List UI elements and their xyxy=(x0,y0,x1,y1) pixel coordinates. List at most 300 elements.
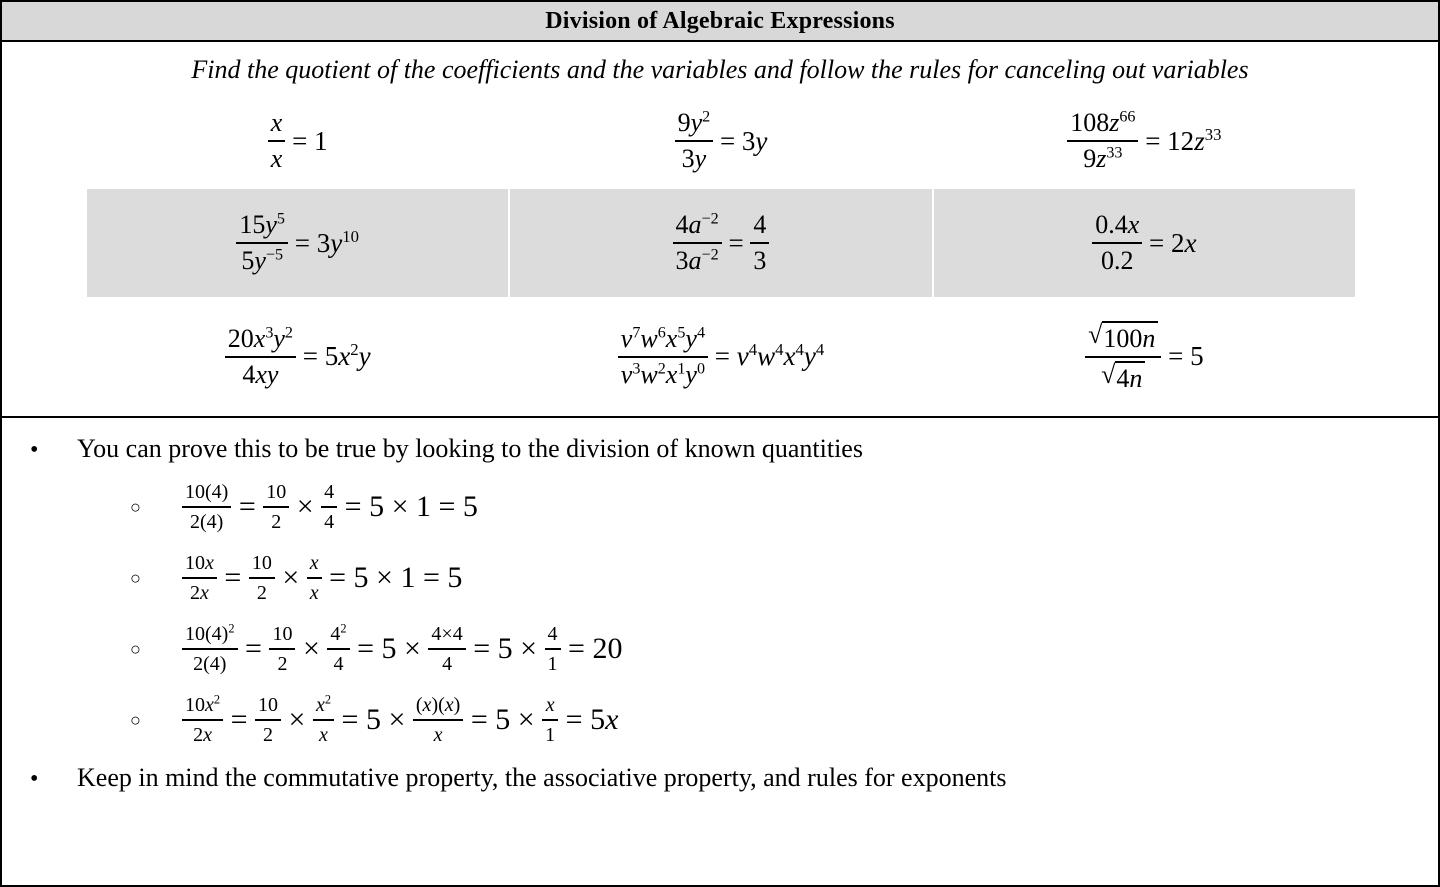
fraction xyxy=(428,621,465,677)
equation xyxy=(673,209,770,276)
fraction xyxy=(236,209,288,276)
numerator xyxy=(182,692,223,718)
math-run: 4 xyxy=(547,623,558,645)
math-run: 2 xyxy=(263,724,274,746)
numerator xyxy=(225,323,296,355)
example-cell xyxy=(934,297,1355,416)
fraction-bar xyxy=(307,577,322,579)
math-run: 4 xyxy=(333,653,344,675)
math-run: x xyxy=(200,582,209,604)
equation xyxy=(1085,319,1204,394)
denominator xyxy=(321,509,337,535)
math-run xyxy=(217,561,249,595)
numerator xyxy=(236,209,288,241)
math-run: y xyxy=(803,341,816,371)
math-run xyxy=(466,632,545,666)
radical-body xyxy=(1102,321,1158,355)
numerator xyxy=(1067,107,1138,139)
exponent: 3 xyxy=(632,359,641,377)
fraction xyxy=(321,479,337,535)
fraction xyxy=(1067,107,1138,174)
math-run: x xyxy=(665,323,678,353)
math-run: = 20 xyxy=(560,632,623,665)
fraction-bar xyxy=(428,648,465,650)
math-run: 1 xyxy=(545,724,556,746)
example-row-1 xyxy=(87,93,1355,189)
math-run: × xyxy=(274,561,307,594)
math-run: a xyxy=(688,210,702,240)
math-run: ) xyxy=(453,694,461,716)
fraction xyxy=(182,550,217,606)
math-run: 4 xyxy=(442,653,453,675)
math-run xyxy=(281,703,313,737)
math-run: x xyxy=(203,724,212,746)
equation xyxy=(675,107,768,174)
math-run: x xyxy=(433,724,443,746)
fraction xyxy=(249,550,275,606)
fraction-bar xyxy=(1085,356,1161,358)
fraction xyxy=(307,550,322,606)
denominator xyxy=(750,245,769,277)
exponent: 4 xyxy=(815,340,825,359)
math-run: × xyxy=(289,490,322,523)
fraction xyxy=(545,621,561,677)
math-run: x xyxy=(444,694,454,716)
math-run: = 3 xyxy=(287,227,331,258)
denominator xyxy=(673,245,722,277)
fraction xyxy=(182,621,238,677)
math-run: 4 xyxy=(753,210,767,240)
denominator xyxy=(679,143,710,175)
examples-section xyxy=(2,42,1438,418)
sub-bullet-equation xyxy=(182,479,478,535)
math-run xyxy=(289,490,321,524)
math-run: 4 xyxy=(330,623,341,645)
math-run xyxy=(238,632,270,666)
fraction xyxy=(750,209,769,276)
fraction xyxy=(313,692,334,748)
denominator xyxy=(239,359,281,391)
radical xyxy=(1101,361,1145,395)
fraction xyxy=(675,107,714,174)
math-run: x xyxy=(783,341,796,371)
math-run xyxy=(350,632,429,666)
example-row-2-shaded xyxy=(87,189,1355,297)
math-run: = 5 xyxy=(295,341,339,371)
fraction xyxy=(1085,319,1161,394)
math-run: x xyxy=(1127,210,1140,240)
math-run: 2 xyxy=(190,582,200,604)
math-run: x xyxy=(309,582,319,604)
math-run: 1 xyxy=(547,653,558,675)
denominator xyxy=(1098,245,1137,277)
math-run: = 5 xyxy=(1161,341,1204,371)
numerator xyxy=(543,692,558,718)
math-run xyxy=(463,703,542,737)
math-run: 10 xyxy=(266,481,287,503)
exponent: 4 xyxy=(696,324,705,342)
denominator xyxy=(439,651,455,677)
numerator xyxy=(413,692,463,718)
math-run: 4 xyxy=(324,481,335,503)
fraction-bar xyxy=(413,719,463,721)
fraction-bar xyxy=(182,506,231,508)
math-run: 3 xyxy=(675,246,689,275)
exponent: 2 xyxy=(340,621,347,636)
math-run xyxy=(1138,126,1221,157)
denominator xyxy=(330,651,346,677)
math-run: z xyxy=(1194,125,1205,156)
math-run: z xyxy=(1109,108,1120,138)
example-cell xyxy=(934,93,1355,189)
bullet-text: You can prove this to be true by looking to the division of known quantities xyxy=(77,434,863,463)
math-run: 108 xyxy=(1070,108,1110,138)
fraction xyxy=(182,692,223,748)
fraction-bar xyxy=(1092,242,1142,244)
radical-body xyxy=(1115,361,1145,395)
math-run: x xyxy=(205,694,214,716)
exponent: 2 xyxy=(657,359,666,377)
math-run: y xyxy=(690,108,703,138)
numerator xyxy=(182,550,217,576)
fraction xyxy=(269,621,295,677)
equation xyxy=(1067,107,1221,174)
sub-bullet-item xyxy=(130,550,1438,606)
fraction-bar xyxy=(182,719,223,721)
numerator xyxy=(428,621,465,647)
math-run: = xyxy=(216,561,249,594)
exponent: 2 xyxy=(284,324,293,342)
example-cell xyxy=(510,297,931,416)
example-cell xyxy=(934,189,1355,297)
math-run: 4 xyxy=(242,359,256,389)
math-run: 0.4 xyxy=(1095,210,1128,240)
denominator xyxy=(316,722,331,748)
math-run: = 5 × 1 = 5 xyxy=(337,490,478,523)
fraction xyxy=(268,107,286,174)
title-bar xyxy=(2,2,1438,42)
math-run: = 12 xyxy=(1138,125,1195,156)
math-run xyxy=(322,561,463,595)
bullet-item xyxy=(2,434,1438,464)
math-run: y xyxy=(755,125,768,156)
math-run: 10 xyxy=(272,623,293,645)
exponent: 7 xyxy=(632,324,641,342)
numerator xyxy=(307,550,322,576)
math-run: 2(4) xyxy=(190,511,224,533)
exponent: 5 xyxy=(677,324,686,342)
numerator xyxy=(182,479,231,505)
example-cell xyxy=(87,189,508,297)
math-run xyxy=(275,561,307,595)
math-run: a xyxy=(688,246,702,275)
notes-section xyxy=(2,418,1438,885)
radical xyxy=(1088,321,1158,355)
fraction-bar xyxy=(182,577,217,579)
math-run: 10 xyxy=(258,694,279,716)
math-run xyxy=(708,341,824,372)
denominator xyxy=(1080,143,1125,175)
numerator xyxy=(255,692,281,718)
math-run: y xyxy=(694,144,707,173)
example-row-3 xyxy=(87,297,1355,416)
math-run: x xyxy=(422,694,432,716)
math-run: 5 xyxy=(241,246,255,275)
fraction-bar xyxy=(268,140,286,142)
math-run: x xyxy=(205,552,214,574)
denominator xyxy=(307,580,322,606)
exponent: 33 xyxy=(1204,124,1222,144)
exponent: 2 xyxy=(213,692,221,707)
example-cell xyxy=(510,93,931,189)
sub-bullet-equation xyxy=(182,621,622,677)
sub-bullet-item xyxy=(130,479,1438,535)
math-run: × xyxy=(295,632,328,665)
numerator xyxy=(673,209,722,241)
math-run: w xyxy=(640,359,658,389)
math-run: )( xyxy=(431,694,445,716)
math-run: 4 xyxy=(324,511,335,533)
math-run xyxy=(561,632,623,666)
fraction xyxy=(673,209,722,276)
math-run: 2 xyxy=(271,511,282,533)
exponent: 33 xyxy=(1106,144,1123,162)
math-run: = 2 xyxy=(1142,227,1185,258)
math-run: w xyxy=(640,323,658,353)
math-run: x xyxy=(545,694,555,716)
denominator xyxy=(190,722,215,748)
math-run: 2 xyxy=(277,653,288,675)
math-run xyxy=(295,632,327,666)
math-run xyxy=(296,341,371,372)
math-run: n xyxy=(1142,323,1156,353)
exponent: 4 xyxy=(775,340,784,359)
denominator xyxy=(268,509,284,535)
math-run: = xyxy=(721,227,751,258)
exponent: −2 xyxy=(701,246,719,264)
denominator xyxy=(1098,359,1148,395)
math-run: xy xyxy=(255,359,279,389)
fraction xyxy=(263,479,289,535)
examples-table xyxy=(87,93,1355,416)
numerator xyxy=(269,621,295,647)
math-run: z xyxy=(1096,144,1107,173)
denominator xyxy=(545,651,561,677)
math-run: 3 xyxy=(753,246,767,275)
math-run xyxy=(223,703,255,737)
denominator xyxy=(431,722,446,748)
math-run: x xyxy=(253,323,266,353)
fraction-bar xyxy=(675,140,714,142)
fraction-bar xyxy=(542,719,558,721)
math-run: = xyxy=(223,703,256,736)
sub-bullet-equation xyxy=(182,550,462,606)
exponent: 4 xyxy=(795,340,804,359)
math-run: w xyxy=(757,341,776,371)
math-run xyxy=(337,490,478,524)
exponent: 2 xyxy=(702,108,711,126)
math-run: x xyxy=(270,144,283,173)
exponent: 2 xyxy=(350,340,359,359)
math-run: 4 xyxy=(1116,363,1130,393)
math-run: y xyxy=(330,227,343,258)
fraction-bar xyxy=(249,577,275,579)
math-run: 9 xyxy=(1083,144,1097,173)
denominator xyxy=(238,245,286,277)
math-run xyxy=(334,703,413,737)
denominator xyxy=(618,359,708,391)
exponent: 2 xyxy=(228,621,235,636)
equation xyxy=(1092,209,1196,276)
radical-sign: √ xyxy=(1101,359,1116,389)
fraction xyxy=(618,323,708,390)
denominator xyxy=(187,509,226,535)
math-run: y xyxy=(685,359,697,389)
fraction-bar xyxy=(750,242,769,244)
math-run xyxy=(1161,341,1203,372)
bullet-icon: • xyxy=(30,437,39,463)
math-run: 2(4) xyxy=(193,653,227,675)
math-run: = xyxy=(237,632,270,665)
math-run xyxy=(1142,228,1196,259)
math-run xyxy=(558,703,618,737)
fraction xyxy=(255,692,281,748)
denominator xyxy=(260,722,276,748)
math-run: x xyxy=(309,552,319,574)
exponent: 3 xyxy=(265,324,274,342)
math-run: v xyxy=(736,341,749,371)
numerator xyxy=(321,479,337,505)
math-run: 3 xyxy=(681,144,695,173)
math-run: x xyxy=(338,341,351,371)
fraction-bar xyxy=(225,356,296,358)
math-run: = 5 × xyxy=(463,703,543,736)
math-run: = 5 xyxy=(558,703,606,736)
numerator xyxy=(313,692,334,718)
fraction xyxy=(413,692,463,748)
math-run: x xyxy=(315,694,325,716)
sub-bullet-equation xyxy=(182,692,618,748)
numerator xyxy=(618,323,708,355)
example-cell xyxy=(87,93,508,189)
math-run: 10 xyxy=(251,552,272,574)
sub-bullet-item xyxy=(130,692,1438,748)
fraction xyxy=(1092,209,1142,276)
numerator xyxy=(750,209,769,241)
fraction xyxy=(542,692,558,748)
exponent: −2 xyxy=(701,210,719,228)
math-run: 15 xyxy=(239,210,266,240)
math-run: 20 xyxy=(227,323,254,353)
math-run: ( xyxy=(415,694,423,716)
math-run: y xyxy=(265,210,277,240)
circle-bullet-icon: ○ xyxy=(130,638,141,659)
math-run: 2 xyxy=(256,582,267,604)
example-cell xyxy=(87,297,508,416)
math-run: = 3 xyxy=(713,125,756,156)
exponent: 5 xyxy=(276,210,285,228)
page-title: Division of Algebraic Expressions xyxy=(545,7,895,34)
math-run: = 5 × xyxy=(334,703,413,736)
math-run xyxy=(285,126,327,157)
math-run: = 5 × xyxy=(465,632,545,665)
exponent: 10 xyxy=(342,226,359,246)
circle-bullet-icon: ○ xyxy=(130,567,141,588)
fraction-bar xyxy=(545,648,561,650)
numerator xyxy=(545,621,561,647)
sub-bullet-item xyxy=(130,621,1438,677)
math-run: y xyxy=(685,323,697,353)
math-run xyxy=(231,490,263,524)
equation xyxy=(225,323,371,390)
math-run: x xyxy=(270,108,283,138)
numerator xyxy=(182,621,238,647)
numerator xyxy=(268,107,286,139)
math-run: y xyxy=(358,341,371,371)
fraction xyxy=(182,479,231,535)
denominator xyxy=(542,722,558,748)
math-run xyxy=(288,228,359,259)
exponent: 66 xyxy=(1119,108,1136,126)
exponent: 0 xyxy=(696,359,705,377)
math-run: = xyxy=(231,490,264,523)
exponent: −5 xyxy=(265,246,284,264)
math-run: = 5 × xyxy=(349,632,429,665)
equation xyxy=(268,107,328,174)
bullet-text: Keep in mind the commutative property, the associative property, and rules for exponents xyxy=(77,763,1007,792)
math-run: n xyxy=(1129,363,1143,393)
math-run: y xyxy=(273,323,285,353)
numerator xyxy=(1085,319,1161,355)
math-run: v xyxy=(620,359,633,389)
numerator xyxy=(675,107,714,139)
math-run: × xyxy=(281,703,313,736)
fraction-bar xyxy=(327,648,349,650)
numerator xyxy=(1092,209,1142,241)
circle-bullet-icon: ○ xyxy=(130,496,141,517)
exponent: 4 xyxy=(748,340,758,359)
math-run: 9 xyxy=(677,108,691,138)
fraction-bar xyxy=(1067,140,1138,142)
fraction-bar xyxy=(673,242,722,244)
fraction-bar xyxy=(236,242,288,244)
fraction-bar xyxy=(313,719,334,721)
denominator xyxy=(268,143,286,175)
math-run: x xyxy=(319,724,328,746)
math-run: 10 xyxy=(185,694,205,716)
equation xyxy=(618,323,824,390)
math-run: = xyxy=(708,341,737,371)
math-run: y xyxy=(254,246,266,275)
math-run: 0.2 xyxy=(1100,246,1134,275)
denominator xyxy=(190,651,229,677)
math-run: 4×4 xyxy=(431,623,463,645)
math-run: x xyxy=(665,359,678,389)
instruction-text: Find the quotient of the coefficients and the variables and follow the rules for canceling out variables xyxy=(191,55,1249,84)
bullet-icon: • xyxy=(30,766,39,792)
fraction-bar xyxy=(182,648,238,650)
denominator xyxy=(187,580,212,606)
fraction-bar xyxy=(618,356,708,358)
exponent: 2 xyxy=(324,692,332,707)
exponent: 6 xyxy=(657,324,666,342)
example-cell xyxy=(510,189,931,297)
radical-sign: √ xyxy=(1088,319,1103,349)
numerator xyxy=(249,550,275,576)
fraction xyxy=(225,323,296,390)
math-run xyxy=(713,126,767,157)
bullet-item xyxy=(2,763,1438,793)
